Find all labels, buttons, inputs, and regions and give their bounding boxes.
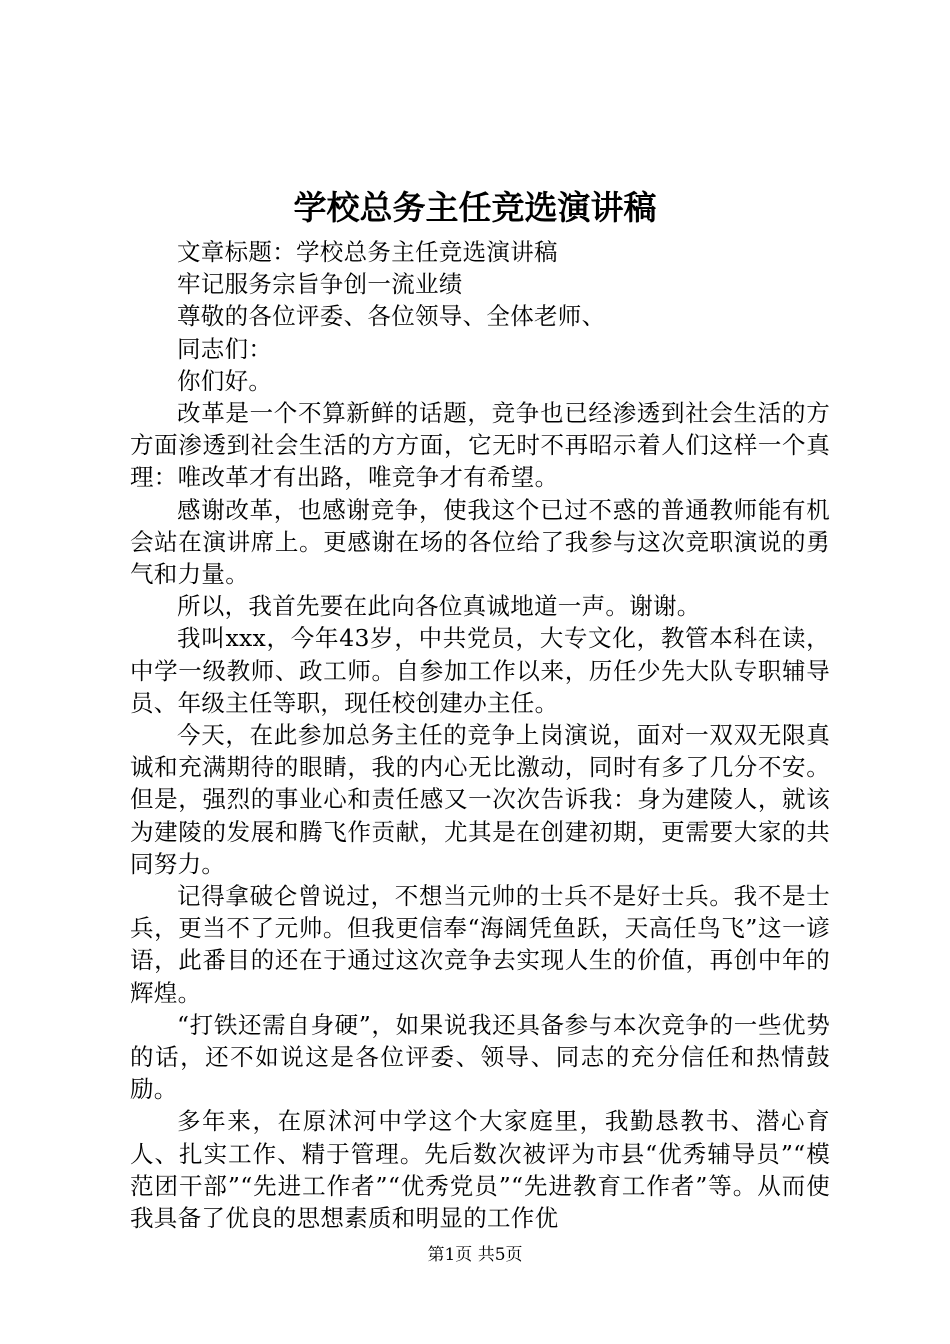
paragraph-article-title: 文章标题：学校总务主任竞选演讲稿 (177, 238, 558, 266)
paragraph-subtitle: 牢记服务宗旨争创一流业绩 (177, 270, 463, 299)
paragraph-body: 今天，在此参加总务主任的竞争上岗演说，面对一双双无限真诚和充满期待的眼睛，我的内心无比激动，同时有多了几分不安。但是，强烈的事业心和责任感又一次次告诉我：身为建陵人，就该为建陵的发展和腾飞作贡献，尤其是在创建初期，更需要大家的共同努力。 (130, 721, 830, 878)
page-title: 学校总务主任竞选演讲稿 (293, 188, 657, 227)
paragraph-salutation: 尊敬的各位评委、各位领导、全体老师、 (177, 302, 606, 331)
paragraph-body: 多年来，在原沭河中学这个大家庭里，我勤恳教书、潜心育人、扎实工作、精于管理。先后数次被评为市县“优秀辅导员”“模范团干部”“先进工作者”“优秀党员”“先进教育工作者”等。从而使我具备了优良的思想素质和明显的工作优 (130, 1107, 830, 1233)
document-body (130, 236, 830, 1234)
paragraph-body: 记得拿破仑曾说过，不想当元帅的士兵不是好士兵。我不是士兵，更当不了元帅。但我更信奉“海阔凭鱼跃，天高任鸟飞”这一谚语，此番目的还在于通过这次竞争去实现人生的价值，再创中年的辉煌。 (130, 882, 830, 1007)
paragraph-body: 感谢改革，也感谢竞争，使我这个已过不惑的普通教师能有机会站在演讲席上。更感谢在场的各位给了我参与这次竞职演说的勇气和力量。 (130, 495, 830, 589)
paragraph-greeting: 你们好。 (177, 366, 273, 395)
page-number: 第1页 共5页 (427, 1245, 523, 1265)
paragraph-body: 改革是一个不算新鲜的话题，竞争也已经渗透到社会生活的方方面渗透到社会生活的方方面，它无时不再昭示着人们这样一个真理：唯改革才有出路，唯竞争才有希望。 (130, 399, 830, 492)
paragraph-body: “打铁还需自身硬”，如果说我还具备参与本次竞争的一些优势的话，还不如说这是各位评委、领导、同志的充分信任和热情鼓励。 (130, 1010, 830, 1104)
paragraph-body: 我叫xxx，今年43岁，中共党员，大专文化，教管本科在读，中学一级教师、政工师。自参加工作以来，历任少先大队专职辅导员、年级主任等职，现任校创建办主任。 (130, 624, 830, 717)
paragraph-salutation-2: 同志们： (177, 334, 273, 363)
paragraph-body: 所以，我首先要在此向各位真诚地道一声。谢谢。 (177, 592, 701, 621)
